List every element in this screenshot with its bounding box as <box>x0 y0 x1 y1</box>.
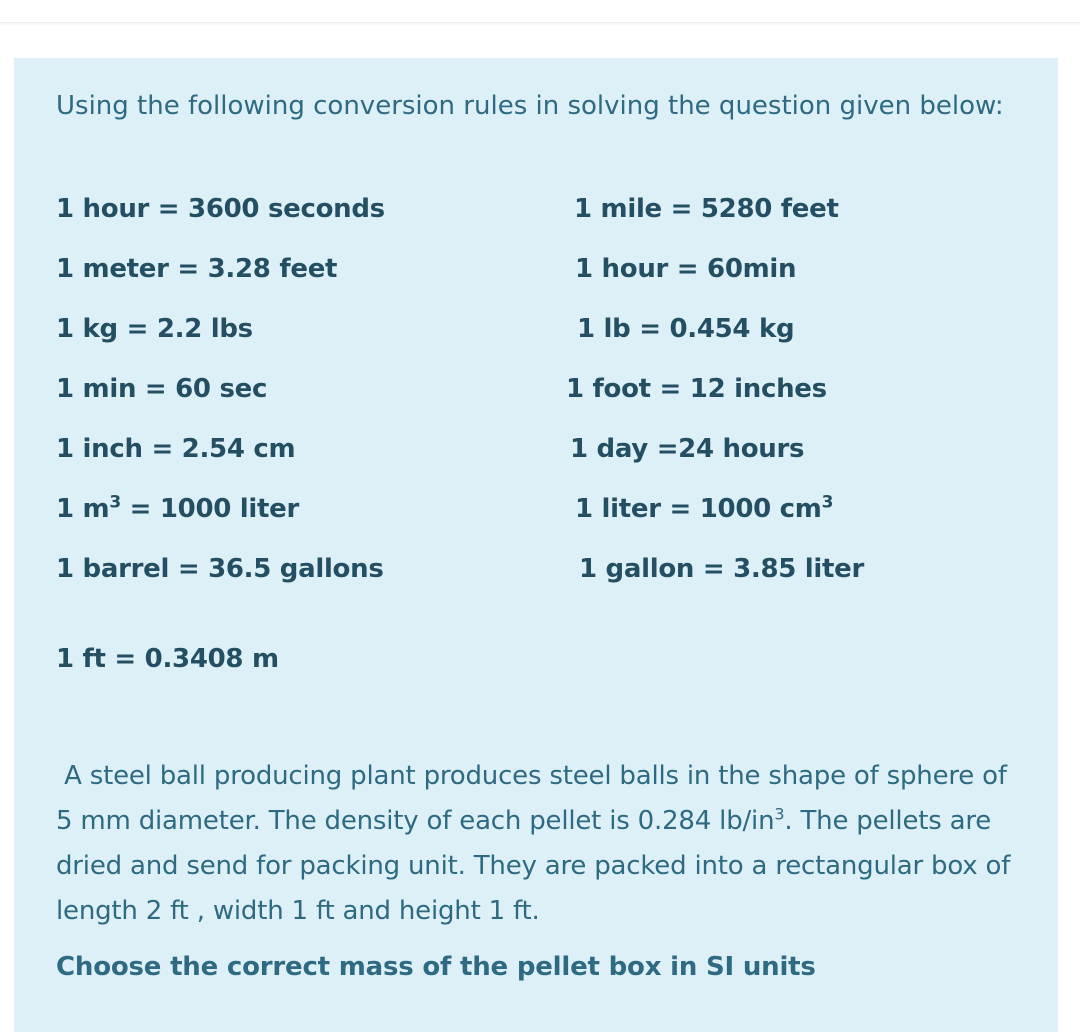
rule-barrel-gallons: 1 barrel = 36.5 gallons <box>56 554 384 584</box>
rule-inch-cm: 1 inch = 2.54 cm <box>56 434 296 464</box>
rule-ft-m: 1 ft = 0.3408 m <box>56 644 279 674</box>
rule-day-hours: 1 day =24 hours <box>570 434 805 464</box>
rule-meter-feet: 1 meter = 3.28 feet <box>56 254 338 284</box>
rule-min-sec: 1 min = 60 sec <box>56 374 268 404</box>
rule-kg-lbs: 1 kg = 2.2 lbs <box>56 314 253 344</box>
rule-hour-seconds: 1 hour = 3600 seconds <box>56 194 385 224</box>
rule-gallon-liter: 1 gallon = 3.85 liter <box>579 554 864 584</box>
question-panel <box>14 58 1058 1032</box>
rule-hour-min: 1 hour = 60min <box>575 254 797 284</box>
rule-mile-feet: 1 mile = 5280 feet <box>574 194 839 224</box>
problem-statement: A steel ball producing plant produces steel balls in the shape of sphere of 5 mm diameter. The density of each pellet is 0.284 $lb/in^3$. The pellets are dried and send for packing unit. They are packed into a rectangular box of length 2 ft , width 1 ft and height 1 ft. <box>56 761 1011 926</box>
rule-foot-inches: 1 foot = 12 inches <box>566 374 827 404</box>
rule-m3-liter: 1 $m^3 = 1000$ liter <box>56 492 299 524</box>
intro-text: Using the following conversion rules in solving the question given below: <box>56 91 1004 121</box>
rule-liter-cm3: 1 liter = 1000 $cm^3$ <box>575 492 834 524</box>
top-bar <box>0 0 1080 23</box>
question-prompt: Choose the correct mass of the pellet box in SI units <box>56 952 816 982</box>
rule-lb-kg: 1 lb = 0.454 kg <box>577 314 795 344</box>
